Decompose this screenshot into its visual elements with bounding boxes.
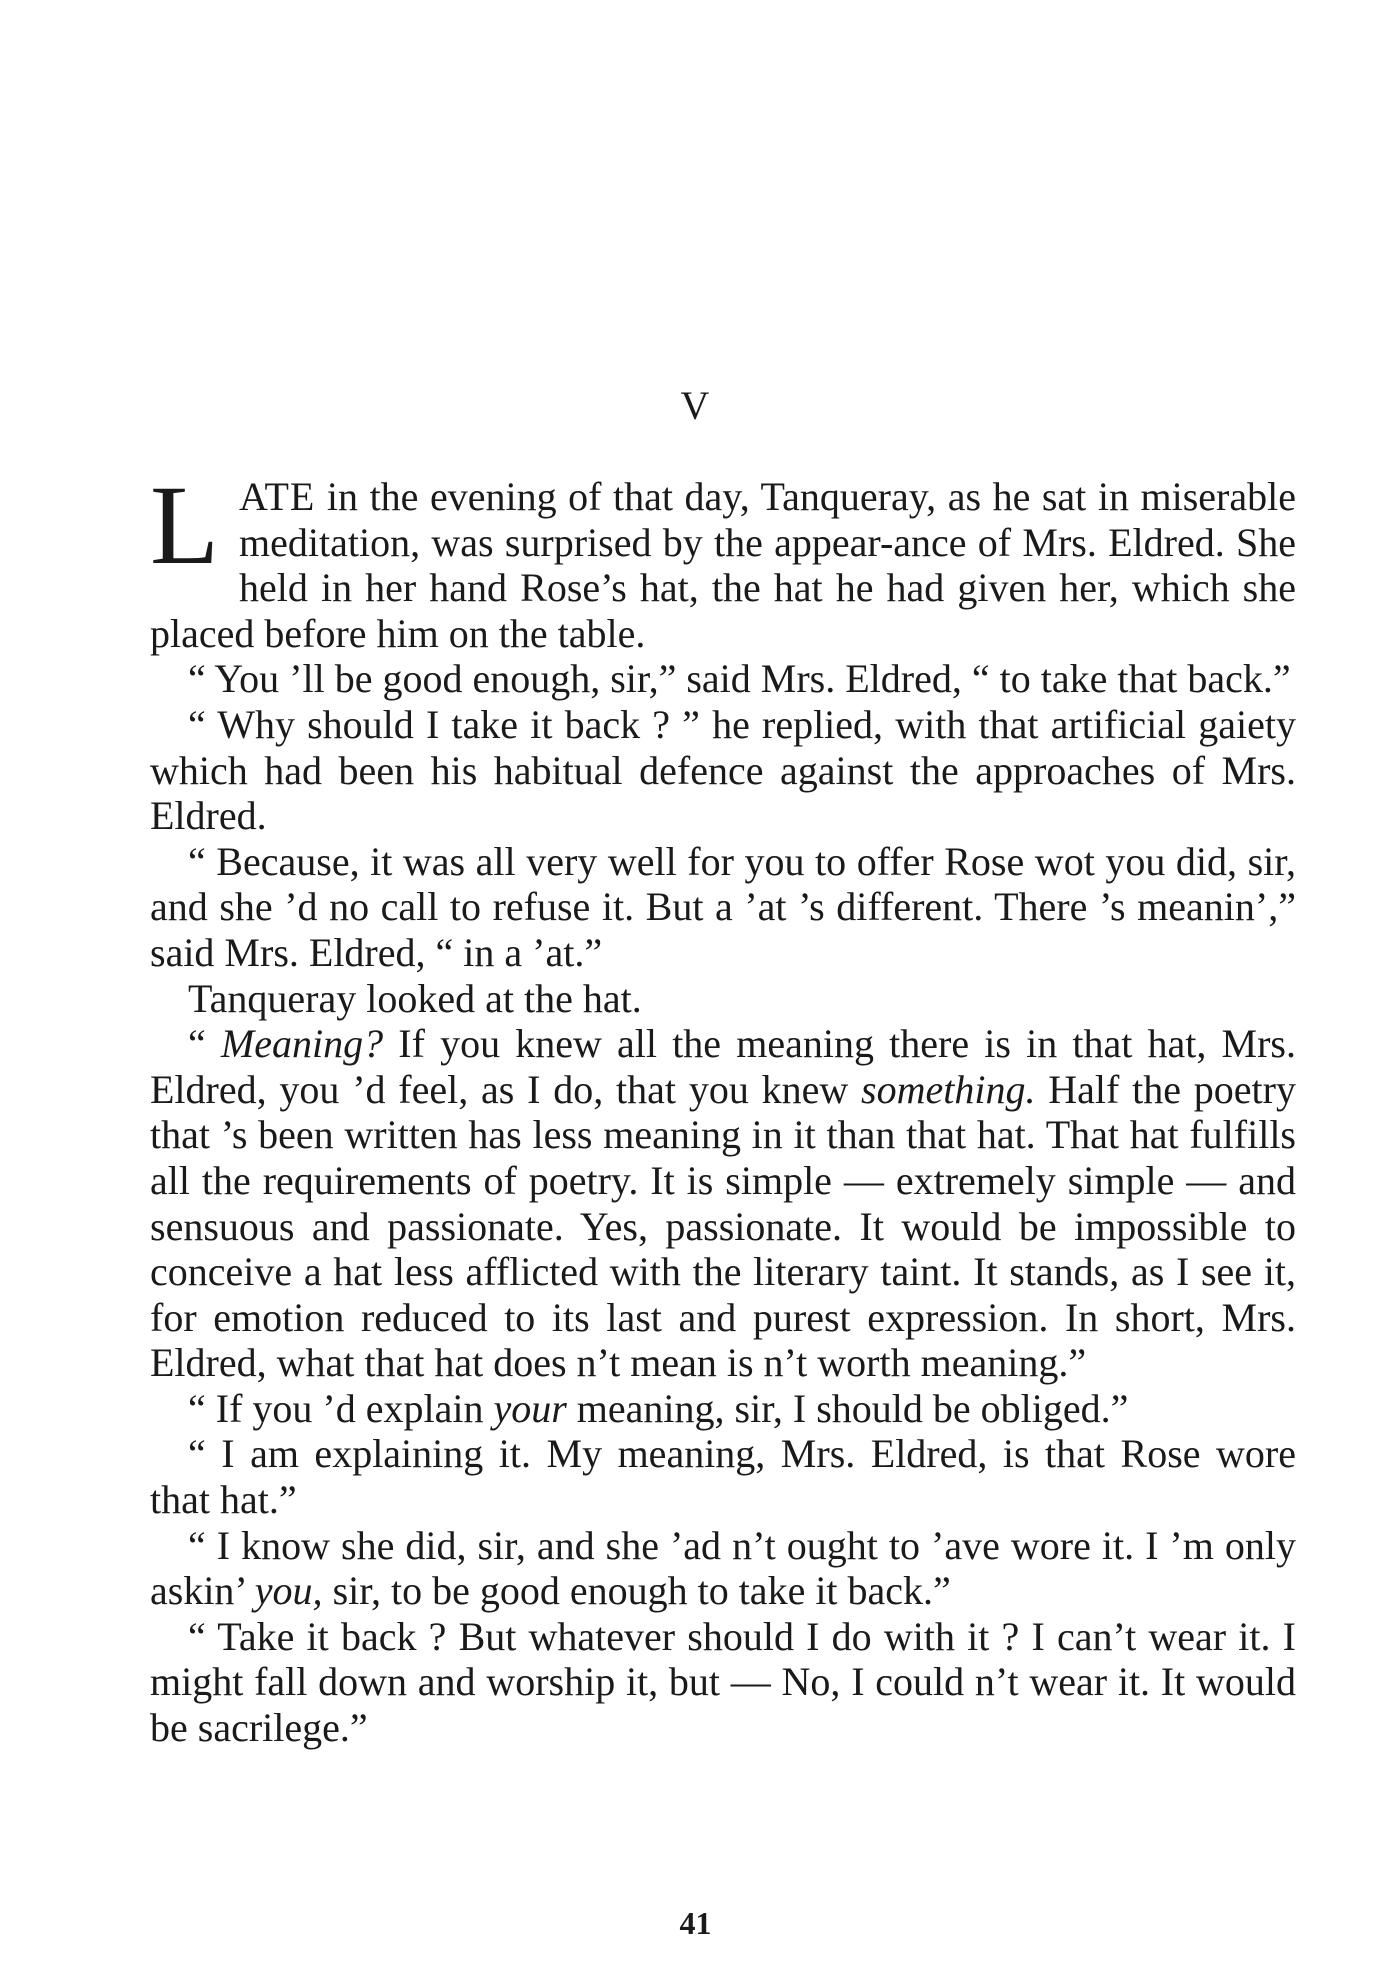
paragraph-9 [150,1523,1296,1614]
emphasis-meaning: Meaning? [220,1021,384,1067]
drop-cap: L [150,463,220,588]
paragraph-7 [150,1386,1296,1432]
body-text [150,463,1296,1751]
emphasis-you: you, [254,1568,323,1614]
paragraph-4: “ Because, it was all very well for you to offer Rose wot you did, sir, and she ’d no call to refuse it. But a ’at ’s different. There ’s meanin’,” said Mrs. Eldred, “ in a ’at.” [150,838,1296,975]
paragraph-3: “ Why should I take it back ? ” he replied, with that artificial gaiety which had been his habitual defence against the approaches of Mrs. Eldred. [150,701,1296,839]
paragraph-6 [150,1021,1296,1386]
paragraph-5: Tanqueray looked at the hat. [188,975,642,1021]
paragraph-9-rest: sir, to be good enough to take it back.” [322,1568,951,1614]
paragraph-6-rest: Half the poetry that ’s been written has less meaning in it than that hat. That hat fulfills all the requirements of poetry. It is simple — extremely simple — and sensuous and passionate. Yes, passionate. It would be impossible to conceive a hat less afflicted with the literary taint. It stands, as I see it, for emotion reduced to its last and purest expression. In short, Mrs. Eldred, what that hat does n’t mean is n’t worth meaning.” [150,1066,1296,1386]
opening-smallcaps: ATE [239,474,316,519]
page-number: 41 [679,1905,712,1941]
paragraph-9-start: “ I know she did, sir, and she ’ad n’t ought to ’ave wore it. I ’m only askin’ [150,1522,1296,1614]
paragraph-2: “ You ’ll be good enough, sir,” said Mrs. Eldred, “ to take that back.” [188,656,1291,702]
paragraph-10: “ Take it back ? But whatever should I do with it ? I can’t wear it. I might fall down and worship it, but — No, I could n’t wear it. It would be sacrilege.” [150,1613,1296,1751]
chapter-heading: V [680,383,711,428]
paragraph-7-rest: meaning, sir, I should be obliged.” [566,1385,1129,1431]
paragraph-6-open: “ [188,1021,221,1067]
paragraph-7-start: “ If you ’d explain [188,1385,494,1431]
paragraph-1 [150,463,1296,656]
paragraph-1-text: in the evening of that day, Tanqueray, as he sat in miserable meditation, was surprised by the appear-ance of Mrs. Eldred. She held in her hand Rose’s hat, the hat he had given her, which she placed before him on the table. [150,474,1296,656]
emphasis-something: something. [861,1066,1036,1112]
paragraph-6-mid: If you knew all the meaning there is in that hat, Mrs. Eldred, you ’d feel, as I do, that you knew [150,1021,1296,1112]
paragraph-8: “ I am explaining it. My meaning, Mrs. Eldred, is that Rose wore that hat.” [150,1431,1296,1523]
emphasis-your: your [493,1385,567,1431]
